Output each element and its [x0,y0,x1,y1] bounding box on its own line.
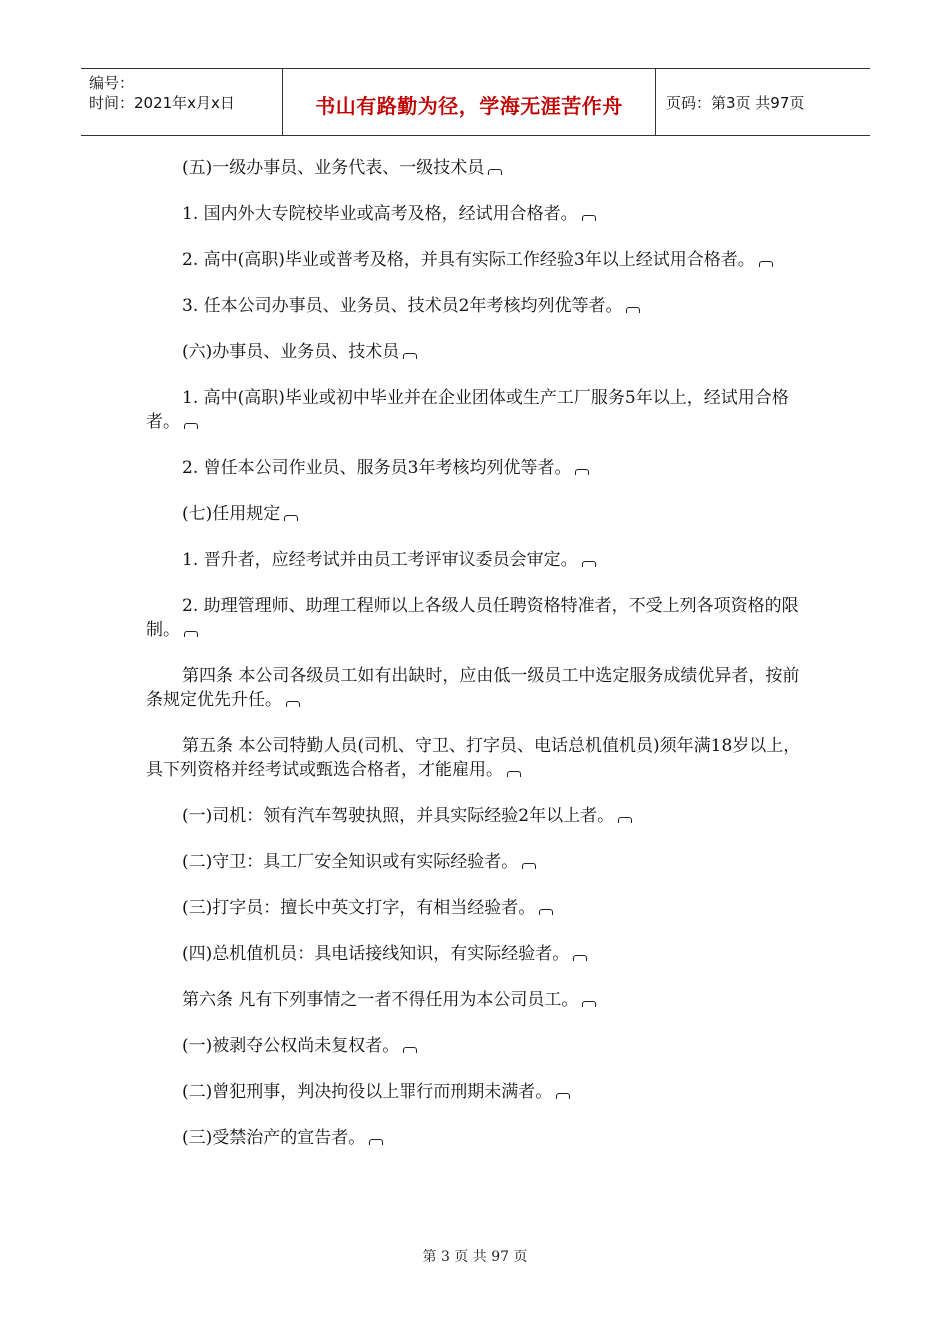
paragraph: (三)打字员：擅长中英文打字，有相当经验者。 [146,896,806,920]
header-number-label: 编号： [89,74,135,92]
paragraph: (二)守卫：具工厂安全知识或有实际经验者。 [146,850,806,874]
paragraph: 第六条 凡有下列事情之一者不得任用为本公司员工。 [146,988,806,1012]
paragraph: (二)曾犯刑事，判决拘役以上罪行而刑期未满者。 [146,1080,806,1104]
paragraph-mark-icon [284,515,298,521]
paragraph-mark-icon [575,469,589,475]
paragraph-mark-icon [184,423,198,429]
paragraph: 第四条 本公司各级员工如有出缺时，应由低一级员工中选定服务成绩优异者，按前条规定优先升任。 [146,666,800,710]
paragraph: 2. 助理管理师、助理工程师以上各级人员任聘资格特准者，不受上列各项资格的限制。 [146,596,799,640]
paragraph-mark-icon [582,1001,596,1007]
paragraph: (七)任用规定 [146,502,806,526]
paragraph-mark-icon [184,631,198,637]
header-page-info: 页码：第3页 共97页 [666,93,805,112]
paragraph: (四)总机值机员：具电话接线知识，有实际经验者。 [146,942,806,966]
paragraph: (三)受禁治产的宣告者。 [146,1126,806,1150]
paragraph-mark-icon [539,909,553,915]
paragraph: 1. 高中(高职)毕业或初中毕业并在企业团体或生产工厂服务5年以上，经试用合格者。 [146,388,789,432]
header-motto: 书山有路勤为径，学海无涯苦作舟 [283,69,656,135]
document-header [81,68,870,136]
paragraph: 1. 国内外大专院校毕业或高考及格，经试用合格者。 [146,202,806,226]
paragraph-mark-icon [369,1139,383,1145]
paragraph-mark-icon [488,169,502,175]
page-footer: 第 3 页 共 97 页 [422,1249,528,1265]
paragraph: 2. 曾任本公司作业员、服务员3年考核均列优等者。 [146,456,806,480]
paragraph-mark-icon [582,561,596,567]
header-time-label: 时间：2021年x月x日 [89,94,235,112]
paragraph-mark-icon [573,955,587,961]
paragraph-mark-icon [618,817,632,823]
paragraph-mark-icon [403,1047,417,1053]
paragraph-mark-icon [759,261,773,267]
paragraph-mark-icon [556,1093,570,1099]
paragraph: (五)一级办事员、业务代表、一级技术员 [146,156,806,180]
paragraph-mark-icon [403,353,417,359]
paragraph-mark-icon [522,863,536,869]
document-body [146,156,806,1172]
paragraph: (一)司机：领有汽车驾驶执照，并具实际经验2年以上者。 [146,804,806,828]
paragraph: 3. 任本公司办事员、业务员、技术员2年考核均列优等者。 [146,294,806,318]
paragraph: (六)办事员、业务员、技术员 [146,340,806,364]
paragraph-mark-icon [286,701,300,707]
paragraph: 1. 晋升者，应经考试并由员工考评审议委员会审定。 [146,548,806,572]
paragraph-mark-icon [626,307,640,313]
paragraph: 第五条 本公司特勤人员(司机、守卫、打字员、电话总机值机员)须年满18岁以上，具下列资格并经考试或甄选合格者，才能雇用。 [146,736,801,780]
paragraph: (一)被剥夺公权尚未复权者。 [146,1034,806,1058]
paragraph: 2. 高中(高职)毕业或普考及格，并具有实际工作经验3年以上经试用合格者。 [146,248,806,272]
header-meta [81,69,283,135]
paragraph-mark-icon [507,771,521,777]
paragraph-mark-icon [582,215,596,221]
